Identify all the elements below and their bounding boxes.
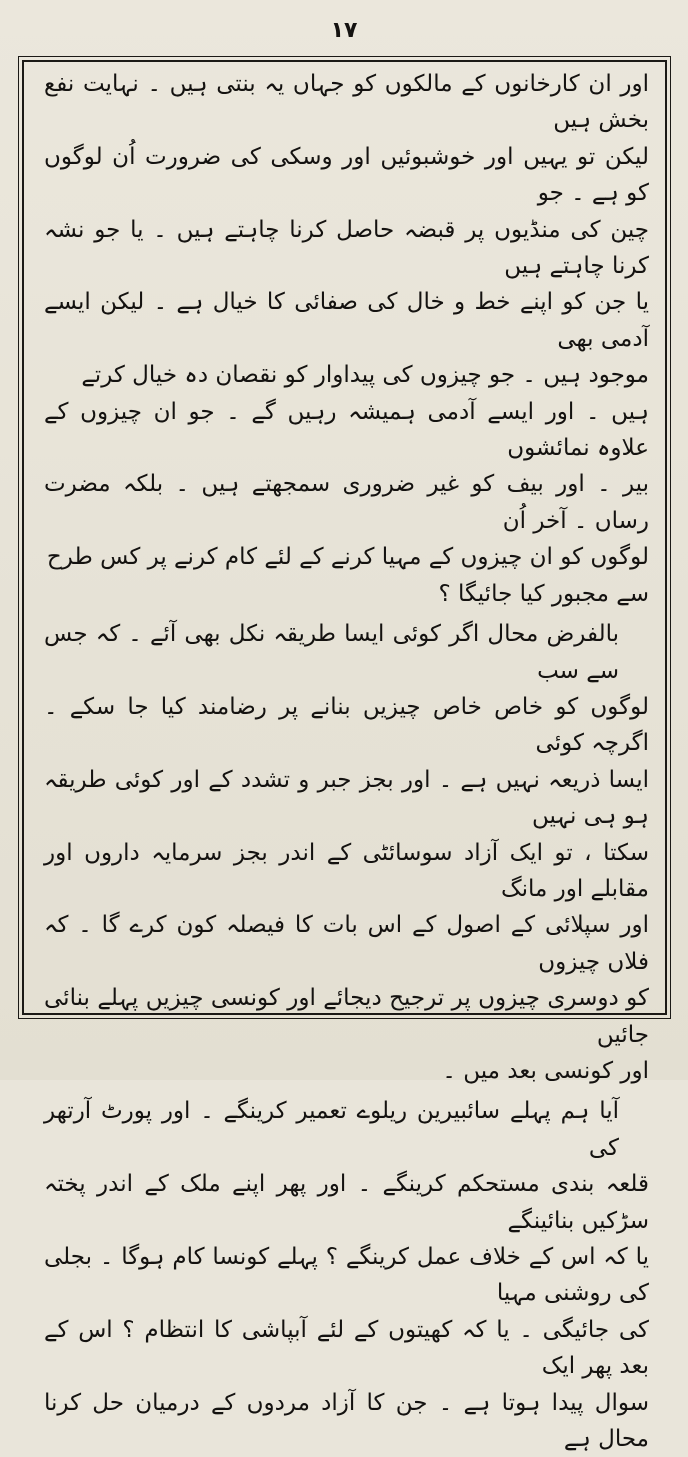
text-line: یا کہ اس کے خلاف عمل کرینگے ؟ پہلے کونسا کام ہوگا ۔ بجلی کی روشنی مہیا <box>44 1244 649 1307</box>
text-line: ایسا ذریعہ نہیں ہے ۔ اور بجز جبر و تشدد کے اور کوئی طریقہ ہو ہی نہیں <box>44 766 649 830</box>
text-line: ہیں ۔ اور ایسے آدمی ہمیشہ رہیں گے ۔ جو ان چیزوں کے علاوہ نمائشوں <box>44 398 649 462</box>
text-line: کو دوسری چیزوں پر ترجیح دیجائے اور کونسی چیزیں پہلے بنائی جائیں <box>44 985 649 1048</box>
page-number: ۱۷ <box>330 18 358 43</box>
text-line: بیر ۔ اور بیف کو غیر ضروری سمجھتے ہیں ۔ بلکہ مضرت رساں ۔ آخر اُن <box>44 471 649 534</box>
text-line: موجود ہیں ۔ جو چیزوں کی پیداوار کو نقصان دہ خیال کرتے <box>81 362 649 389</box>
text-line: سوال پیدا ہوتا ہے ۔ جن کا آزاد مردوں کے درمیان حل کرنا محال ہے <box>44 1389 649 1453</box>
text-line: اور سپلائی کے اصول کے اس بات کا فیصلہ کون کرے گا ۔ کہ فلاں چیزوں <box>44 912 649 975</box>
text-line: کی جائیگی ۔ یا کہ کھیتوں کے لئے آبپاشی کا انتظام ؟ اس کے بعد پھر ایک <box>44 1316 649 1380</box>
text-line: اور کونسی بعد میں ۔ <box>442 1057 649 1084</box>
text-line: چین کی منڈیوں پر قبضہ حاصل کرنا چاہتے ہیں ۔ یا جو نشہ کرنا چاہتے ہیں <box>44 216 649 280</box>
text-line: لوگوں کو ان چیزوں کے مہیا کرنے کے لئے کام کرنے پر کس طرح <box>46 544 649 571</box>
text-line: لیکن تو یہیں اور خوشبوئیں اور وسکی کی ضرورت اُن لوگوں کو ہے ۔ جو <box>44 143 649 207</box>
text-line: یا جن کو اپنے خط و خال کی صفائی کا خیال ہے ۔ لیکن ایسے آدمی بھی <box>44 289 649 352</box>
paragraph-3 <box>44 1093 649 1457</box>
text-line: بالفرض محال اگر کوئی ایسا طریقہ نکل بھی آئے ۔ کہ جس سے سب <box>44 621 619 684</box>
text-line: سکتا ، تو ایک آزاد سوسائٹی کے اندر بجز سرمایہ داروں اور مقابلے اور مانگ <box>44 839 649 902</box>
text-line: لوگوں کو خاص خاص چیزیں بنانے پر رضامند کیا جا سکے ۔ اگرچہ کوئی <box>44 693 649 757</box>
text-line: قلعہ بندی مستحکم کرینگے ۔ اور پھر اپنے ملک کے اندر پختہ سڑکیں بنائینگے <box>44 1171 649 1234</box>
text-line: اور ان کارخانوں کے مالکوں کو جہاں یہ بنتی ہیں ۔ نہایت نفع بخش ہیں <box>44 71 649 134</box>
paragraph-1 <box>44 66 649 612</box>
urdu-text-body <box>44 66 649 1457</box>
paragraph-2 <box>44 616 649 1089</box>
text-line: سے مجبور کیا جائیگا ؟ <box>438 580 649 607</box>
text-line: آیا ہم پہلے سائبیرین ریلوے تعمیر کرینگے ۔ اور پورٹ آرتھر کی <box>44 1098 619 1161</box>
